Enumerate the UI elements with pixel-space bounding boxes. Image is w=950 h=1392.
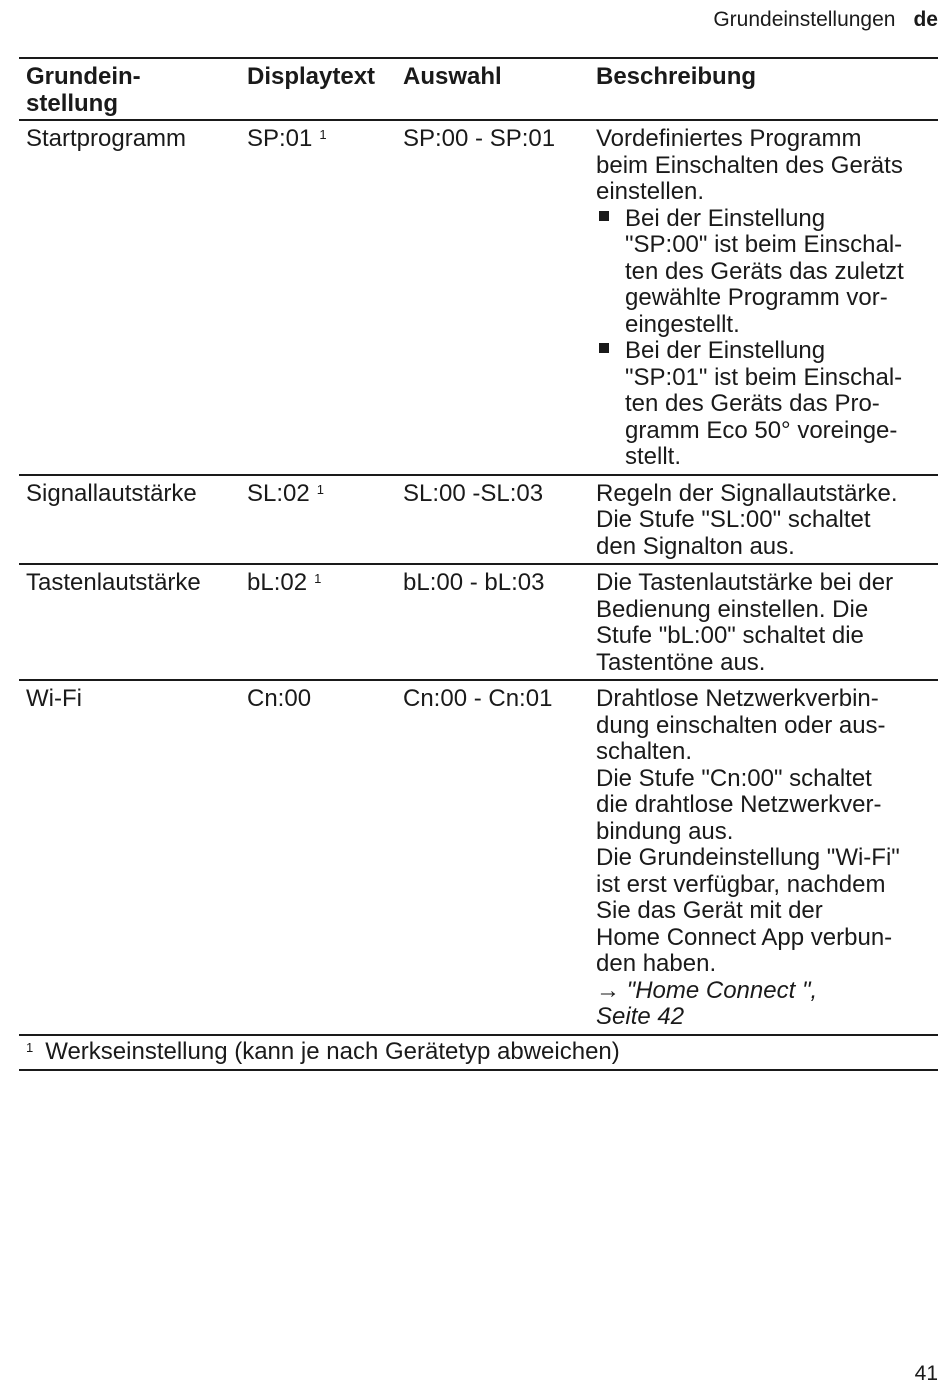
language-code: de: [913, 8, 938, 31]
display-text: SP:01 $^1$: [247, 120, 403, 475]
setting-name: Startprogramm: [19, 120, 247, 475]
footnote: [19, 1035, 938, 1071]
bullet-square-icon: [596, 206, 625, 339]
selection-range: SL:00 -SL:03: [403, 475, 596, 565]
table-row: [19, 564, 938, 680]
selection-range: SP:00 - SP:01: [403, 120, 596, 475]
footnote-ref: 1: [316, 481, 324, 497]
footnote-mark: 1: [26, 1039, 34, 1055]
bullet-item: Bei der Einstellung "SP:01" ist beim Einschal- ten des Geräts das Pro- gramm Eco 50° voreinge- stellt.: [596, 338, 934, 471]
selection-range: Cn:00 - Cn:01: [403, 685, 553, 712]
table-header-row: [19, 58, 938, 120]
description: Die Tastenlautstärke bei der Bedienung einstellen. Die Stufe "bL:00" schaltet die Tastentöne aus.: [596, 564, 938, 680]
description: [596, 120, 938, 475]
display-text: bL:02 $^1$: [247, 564, 403, 680]
table-row: [19, 120, 938, 475]
bullet-item: Bei der Einstellung "SP:00" ist beim Einschal- ten des Geräts das zuletzt gewählte Programm vor- eingestellt.: [596, 206, 934, 339]
description-text: Vordefiniertes Programm beim Einschalten des Geräts einstellen.: [596, 125, 903, 205]
setting-name: Tastenlautstärke: [19, 564, 247, 680]
page-header: [713, 8, 938, 32]
table-row: [19, 475, 938, 565]
selection-range: bL:00 - bL:03: [403, 564, 596, 680]
footnote-ref: 1: [319, 127, 327, 142]
display-text: SL:02 $^1$: [247, 475, 403, 565]
table-row: [19, 680, 938, 1035]
display-text: Cn:00: [247, 685, 312, 712]
cross-reference-link[interactable]: → "Home Connect ", Seite 42: [596, 976, 818, 1030]
footnote-text: Werkseinstellung (kann je nach Gerätetyp abweichen): [45, 1037, 620, 1065]
footnote-ref: 1: [314, 571, 322, 586]
bullet-square-icon: [596, 338, 625, 471]
col-header-display: Displaytext: [247, 58, 403, 120]
col-header-selection: Auswahl: [403, 58, 596, 120]
setting-name: Signallautstärke: [19, 475, 247, 565]
description-text: Drahtlose Netzwerkverbin- dung einschalten oder aus- schalten.: [596, 685, 886, 765]
table-footnote-row: [19, 1035, 938, 1071]
col-header-description: Beschreibung: [596, 58, 938, 120]
settings-table: [19, 57, 938, 1071]
description-text: Die Stufe "Cn:00" schaltet die drahtlose Netzwerkver- bindung aus.: [596, 764, 882, 845]
col-header-setting: Grundein- stellung: [19, 58, 247, 120]
arrow-right-icon: →: [596, 976, 620, 1004]
description: Regeln der Signallautstärke. Die Stufe "SL:00" schaltet den Signalton aus.: [596, 475, 938, 565]
description-text: Die Grundeinstellung "Wi-Fi" ist erst verfügbar, nachdem Sie das Gerät mit der Home Connect App verbun- den haben.: [596, 844, 900, 977]
section-title: Grundeinstellungen: [713, 8, 896, 31]
setting-name: Wi-Fi: [26, 685, 82, 712]
description: [596, 680, 938, 1035]
page-number: 41: [914, 1362, 938, 1385]
